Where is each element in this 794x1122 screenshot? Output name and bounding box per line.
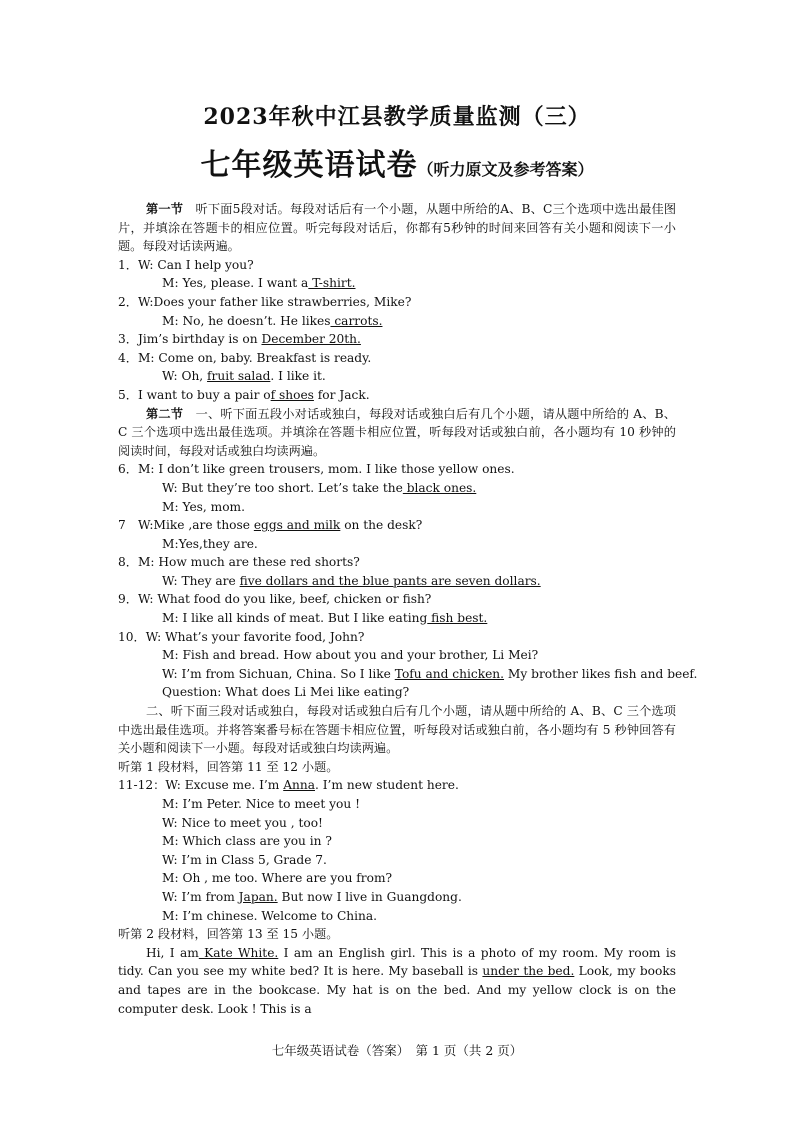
exam-content [118, 200, 698, 1018]
q10-line1: 10．W: What’s your favorite food, John? [118, 629, 365, 644]
q10-line3: W: I’m from Sichuan, China. So I like Tofu and chicken. My brother likes fish and beef. [162, 666, 698, 681]
passage-paragraph: Hi, I am Kate White. I am an English girl. This is a photo of my room. My room is tidy. Can you see my white bed? It is here. My baseball is under the bed. Look, my books and tapes are in the bookcase. My hat is on the bed. And my yellow clock is on the computer desk. Look ! This is a [118, 945, 676, 1016]
answer-text: under the bed. [482, 964, 575, 979]
q6-line3: M: Yes, mom. [162, 499, 245, 514]
dialog1-line3: W: Nice to meet you , too! [162, 815, 323, 830]
material1-heading: 听第 1 段材料，回答第 11 至 12 小题。 [118, 759, 339, 774]
answer-text: December 20th. [261, 332, 361, 347]
answer-text: fish best. [427, 611, 488, 626]
exam-subtitle [0, 140, 794, 184]
answer-text: T-shirt. [308, 276, 356, 291]
q4-line2: W: Oh, fruit salad. I like it. [162, 369, 326, 384]
q9-line1: 9．W: What food do you like, beef, chicken or fish? [118, 592, 432, 607]
section2-intro: 第二节 一、听下面五段小对话或独白，每段对话或独白后有几个小题，请从题中所给的 A、B、C 三个选项中选出最佳选项。并填涂在答题卡相应位置，听每段对话或独白前，各小题均有 10 秒钟的阅读时间，每段对话或独白均读两遍。 [118, 406, 676, 458]
answer-text: Tofu and chicken. [394, 666, 505, 681]
q5-line: 5．I want to buy a pair of shoes for Jack. [118, 387, 370, 402]
answer-text: Anna [283, 778, 315, 793]
exam-title: 2023年秋中江县教学质量监测（三） [203, 104, 591, 130]
q7-line2: M:Yes,they are. [162, 536, 258, 551]
material2-heading: 听第 2 段材料，回答第 13 至 15 小题。 [118, 927, 339, 942]
q3-line: 3．Jim’s birthday is on December 20th. [118, 332, 361, 347]
page-footer: 七年级英语试卷（答案） 第 1 页（共 2 页） [271, 1043, 523, 1058]
section2-label: 第二节 [146, 406, 184, 421]
answer-text: black ones. [402, 480, 477, 495]
dialog1-line2: M: I’m Peter. Nice to meet you ! [162, 797, 360, 811]
dialog1-line4: M: Which class are you in ? [162, 834, 332, 849]
q8-line2: W: They are five dollars and the blue pants are seven dollars. [162, 573, 541, 588]
subtitle-main: 七年级英语试卷 [200, 148, 418, 183]
q8-line1: 8．M: How much are these red shorts? [118, 555, 360, 570]
q10-line4: Question: What does Li Mei like eating? [162, 685, 410, 700]
dialog1-line1: 11-12：W: Excuse me. I’m Anna. I’m new student here. [118, 778, 459, 793]
answer-text: Japan. [238, 889, 278, 904]
answer-text: Kate White. [198, 945, 279, 960]
q1-line2: M: Yes, please. I want a T-shirt. [162, 276, 356, 291]
q2-line2: M: No, he doesn’t. He likes carrots. [162, 313, 383, 328]
q6-line1: 6．M: I don’t like green trousers, mom. I like those yellow ones. [118, 462, 515, 477]
q10-line2: M: Fish and bread. How about you and your brother, Li Mei? [162, 648, 539, 663]
dialog1-line6: M: Oh , me too. Where are you from? [162, 871, 393, 886]
dialog1-line8: M: I’m chinese. Welcome to China. [162, 908, 378, 923]
dialog1-line7: W: I’m from Japan. But now I live in Guangdong. [162, 889, 462, 904]
q9-line2: M: I like all kinds of meat. But I like eating fish best. [162, 611, 488, 626]
section1-label: 第一节 [146, 202, 184, 216]
answer-text: carrots. [330, 313, 383, 328]
section1-intro: 第一节 听下面5段对话。每段对话后有一个小题，从题中所给的A、B、C三个选项中选出最佳图片，并填涂在答题卡的相应位置。听完每段对话后，你都有5秒钟的时间来回答有关小题和阅读下一小题。每段对话读两遍。 [118, 202, 677, 254]
q6-line2: W: But they’re too short. Let’s take the black ones. [162, 480, 477, 495]
answer-text: five dollars and the blue pants are seven dollars. [239, 573, 541, 588]
answer-text: fruit salad [207, 369, 271, 384]
answer-text: f shoes [270, 387, 314, 402]
dialog1-line5: W: I’m in Class 5, Grade 7. [162, 852, 327, 867]
part2-intro: 二、听下面三段对话或独白，每段对话或独白后有几个小题，请从题中所给的 A、B、C 三个选项中选出最佳选项。并将答案番号标在答题卡相应位置，听每段对话或独白前，各小题均有 5 秒钟回答有关小题和阅读下一小题。每段对话或独白均读两遍。 [118, 704, 676, 756]
q2-line1: 2．W:Does your father like strawberries, Mike? [118, 294, 412, 309]
answer-text: eggs and milk [253, 518, 341, 533]
q4-line1: 4．M: Come on, baby. Breakfast is ready. [118, 350, 372, 365]
q7-line1: 7 W:Mike ,are those eggs and milk on the desk? [118, 518, 423, 533]
q1-line1: 1．W: Can I help you? [118, 257, 254, 272]
subtitle-note: （听力原文及参考答案） [417, 160, 594, 179]
